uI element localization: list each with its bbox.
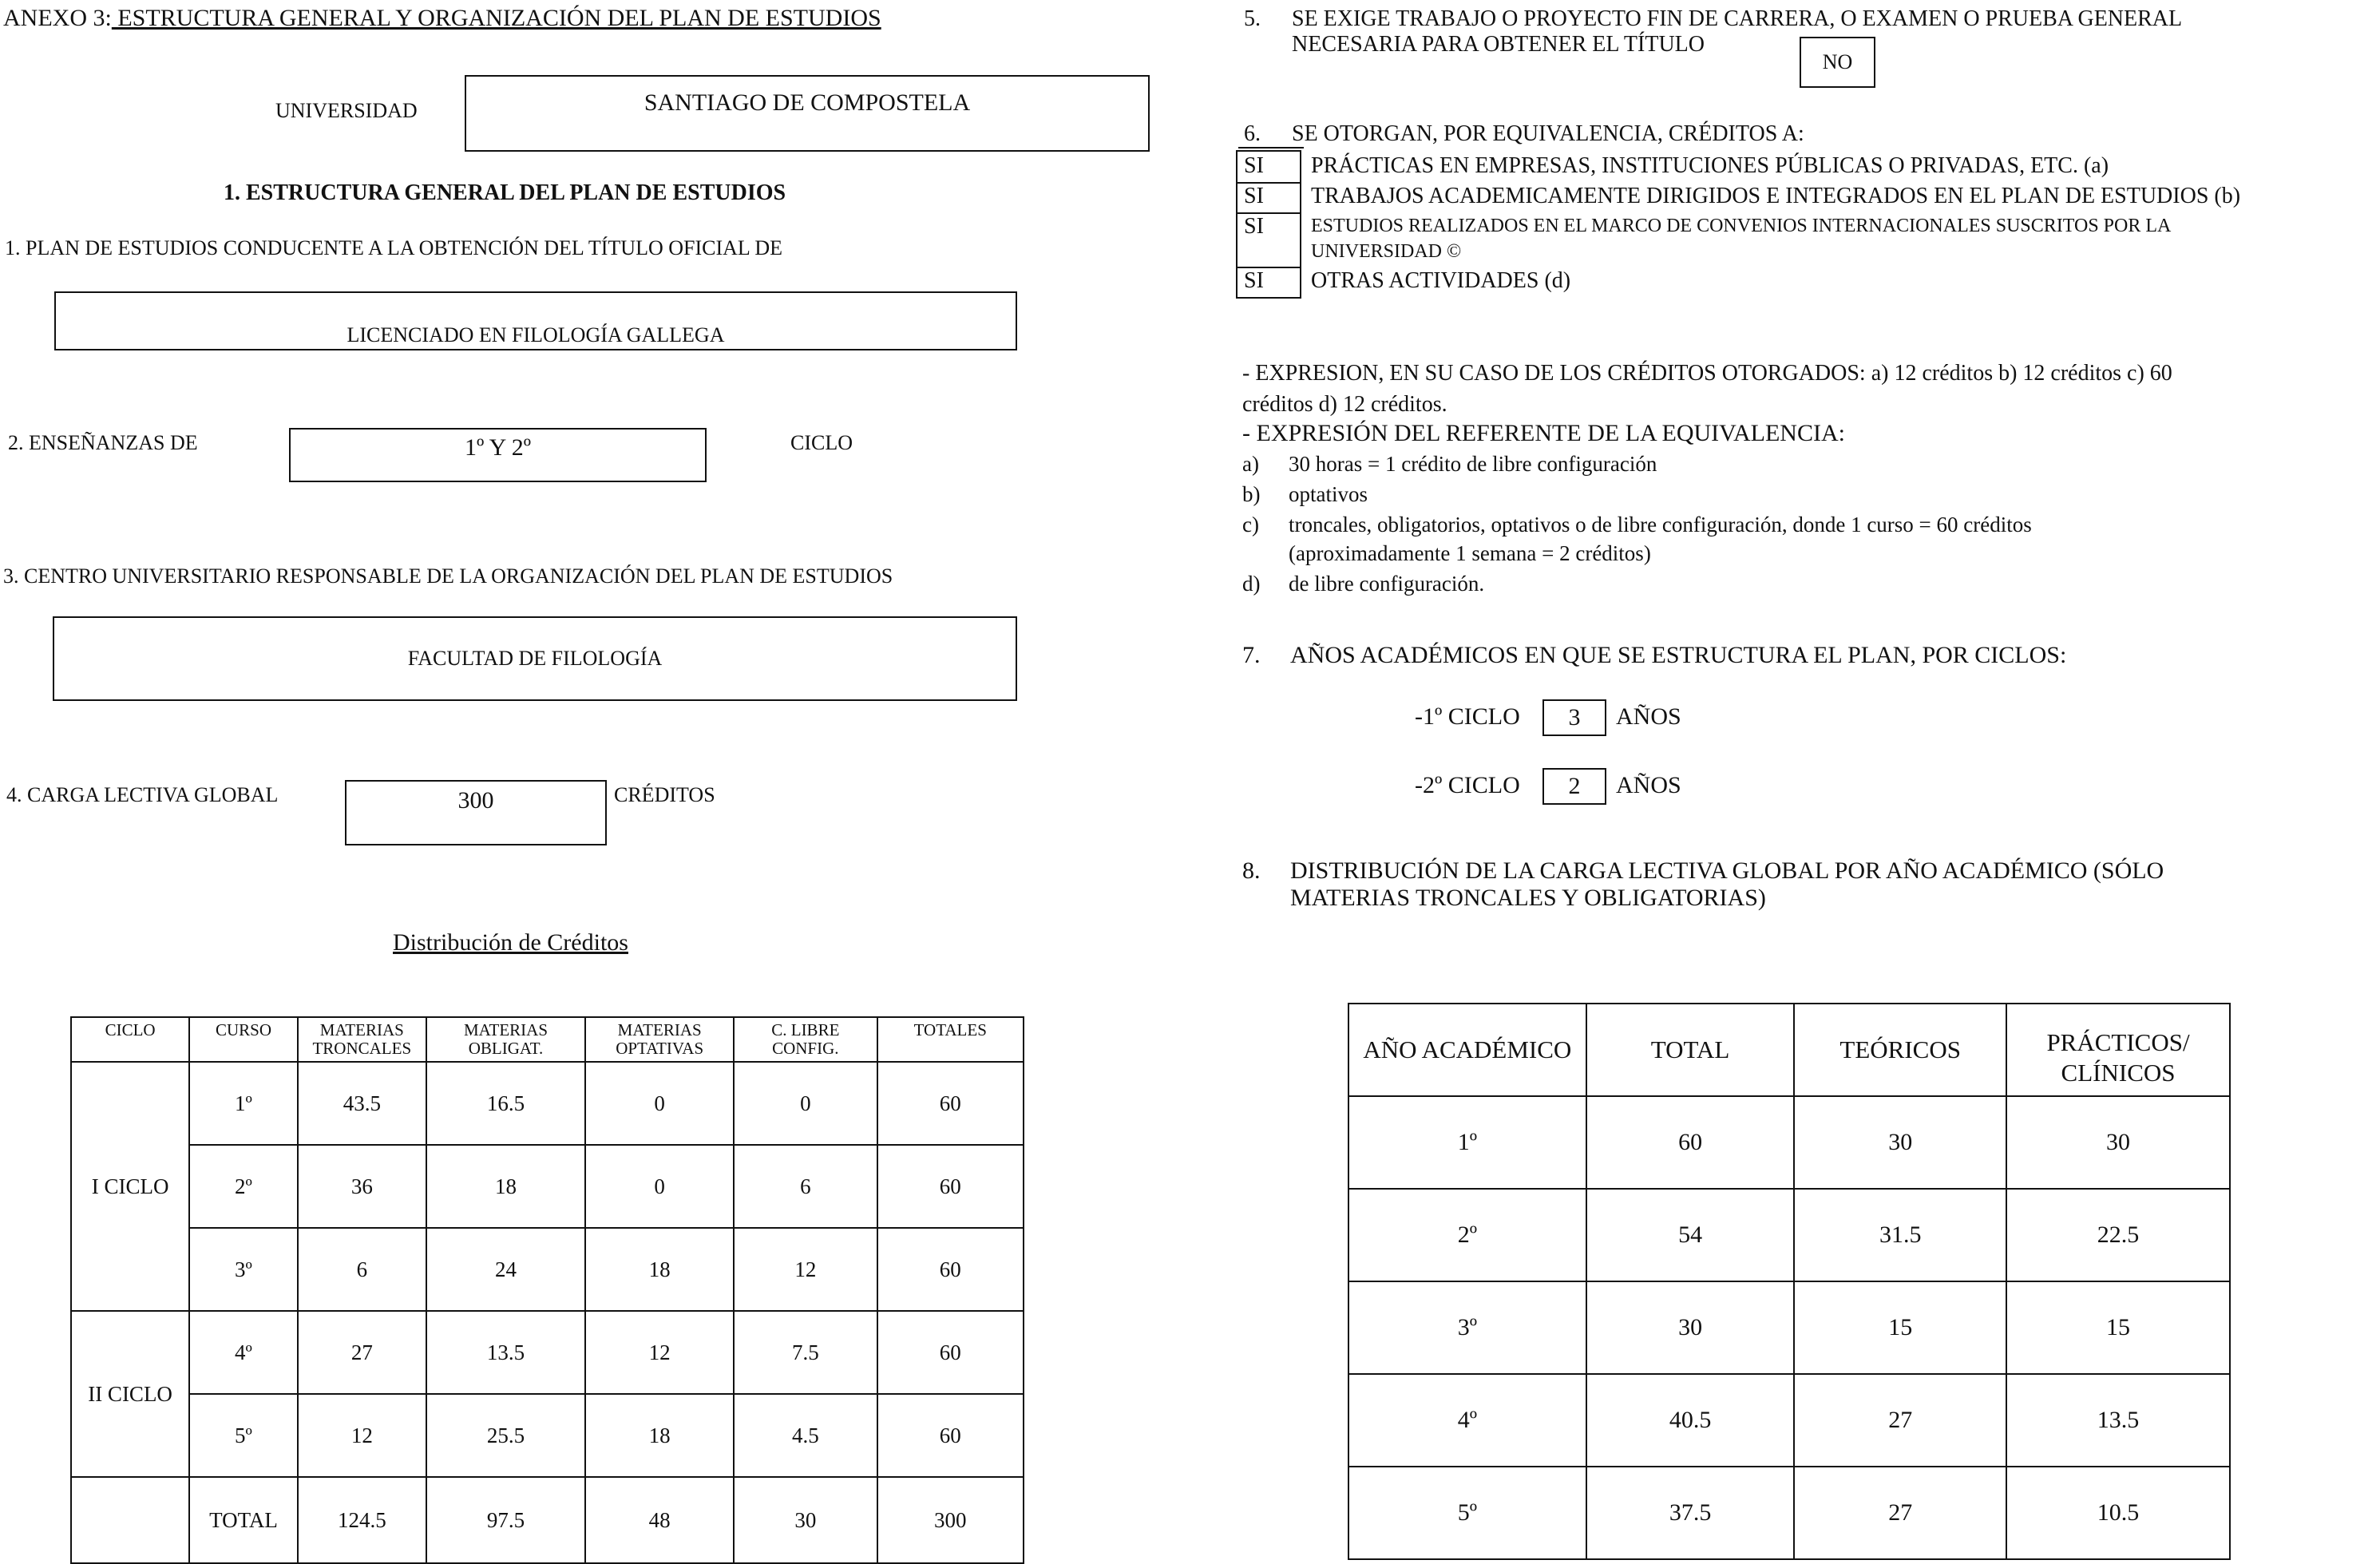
item6-number: 6.	[1244, 121, 1261, 146]
table-cell: 27	[1794, 1467, 2006, 1559]
item5-line2: NECESARIA PARA OBTENER EL TÍTULO	[1292, 32, 1705, 57]
annual-load-table	[1348, 1003, 2231, 1560]
table-cell: 6	[734, 1145, 877, 1228]
credits-line2: créditos d) 12 créditos.	[1242, 392, 1447, 417]
table-total-row	[71, 1477, 1024, 1563]
table-cell: 0	[585, 1062, 734, 1145]
faculty-field	[53, 616, 1017, 701]
item4-label: 4. CARGA LECTIVA GLOBAL	[6, 783, 279, 806]
table-cell: 60	[877, 1062, 1024, 1145]
referent-text: 30 horas = 1 crédito de libre configuración	[1289, 452, 1657, 476]
option-mark: SI	[1244, 153, 1264, 178]
table-cell: 60	[877, 1228, 1024, 1311]
option-text: OTRAS ACTIVIDADES (d)	[1311, 268, 1571, 293]
final-project-value: NO	[1822, 50, 1853, 73]
table-cell: 5º	[189, 1394, 298, 1477]
col-header: PRÁCTICOS/ CLÍNICOS	[2006, 1004, 2230, 1096]
referent-text: de libre configuración.	[1289, 572, 1485, 596]
item7-title: AÑOS ACADÉMICOS EN QUE SE ESTRUCTURA EL PLAN, POR CICLOS:	[1290, 642, 2067, 668]
table-row	[71, 1228, 1024, 1311]
col-header: TOTAL	[1586, 1004, 1795, 1096]
table-cell: 37.5	[1586, 1467, 1795, 1559]
table-cell: 12	[585, 1311, 734, 1394]
annex-prefix: ANEXO 3:	[3, 5, 112, 31]
degree-title-value: LICENCIADO EN FILOLOGÍA GALLEGA	[347, 323, 725, 346]
referent-text: optativos	[1289, 482, 1368, 506]
cycle2-unit: AÑOS	[1616, 772, 1681, 798]
global-load-suffix: CRÉDITOS	[614, 783, 715, 806]
referent-letter: c)	[1242, 513, 1259, 537]
table-row	[1348, 1467, 2230, 1559]
cycle2-years-value: 2	[1568, 773, 1581, 799]
table-cell: 40.5	[1586, 1374, 1795, 1467]
table-cell: 60	[877, 1145, 1024, 1228]
table-cell: 36	[298, 1145, 426, 1228]
cycle1-years-value: 3	[1568, 704, 1581, 731]
referent-letter: b)	[1242, 482, 1261, 506]
referent-title: - EXPRESIÓN DEL REFERENTE DE LA EQUIVALENCIA:	[1242, 420, 1845, 446]
option-text: PRÁCTICAS EN EMPRESAS, INSTITUCIONES PÚBLICAS O PRIVADAS, ETC. (a)	[1311, 153, 2109, 178]
table-cell: 5º	[1348, 1467, 1586, 1559]
cycle1-label: -1º CICLO	[1415, 703, 1520, 730]
table-cell: 31.5	[1794, 1189, 2006, 1281]
table-cell: 3º	[189, 1228, 298, 1311]
cycle2-years-field	[1542, 768, 1606, 805]
table-cell: 12	[298, 1394, 426, 1477]
table-row	[1348, 1189, 2230, 1281]
annex-title: ESTRUCTURA GENERAL Y ORGANIZACIÓN DEL PLAN DE ESTUDIOS	[111, 5, 881, 31]
table-cell: 30	[1794, 1096, 2006, 1189]
table-cell: 4º	[1348, 1374, 1586, 1467]
table-cell: 4º	[189, 1311, 298, 1394]
table-cell: 13.5	[2006, 1374, 2230, 1467]
option-text-cont: UNIVERSIDAD ©	[1311, 241, 1462, 262]
table-cell: 22.5	[2006, 1189, 2230, 1281]
section1-title: 1. ESTRUCTURA GENERAL DEL PLAN DE ESTUDIOS	[224, 180, 786, 205]
col-header: C. LIBRE CONFIG.	[734, 1017, 877, 1062]
col-header: MATERIAS TRONCALES	[298, 1017, 426, 1062]
option-text: ESTUDIOS REALIZADOS EN EL MARCO DE CONVENIOS INTERNACIONALES SUSCRITOS POR LA	[1311, 216, 2172, 236]
table-row	[71, 1311, 1024, 1394]
table-cell: 1º	[189, 1062, 298, 1145]
col-header: TOTALES	[877, 1017, 1024, 1062]
table-cell: 27	[298, 1311, 426, 1394]
table-cell: 1º	[1348, 1096, 1586, 1189]
table-cell: 3º	[1348, 1281, 1586, 1374]
table-cell: 54	[1586, 1189, 1795, 1281]
faculty-value: FACULTAD DE FILOLOGÍA	[407, 647, 663, 670]
table-cell: 24	[426, 1228, 585, 1311]
option-mark: SI	[1244, 214, 1264, 239]
cycle-cell: I CICLO	[71, 1062, 189, 1311]
table-header-row	[1348, 1004, 2230, 1096]
table-cell: 6	[298, 1228, 426, 1311]
table-cell: 0	[734, 1062, 877, 1145]
item5-number: 5.	[1244, 6, 1261, 31]
referent-text-cont: (aproximadamente 1 semana = 2 créditos)	[1289, 541, 1651, 565]
cycles-field	[289, 428, 707, 482]
item5-line1: SE EXIGE TRABAJO O PROYECTO FIN DE CARRERA, O EXAMEN O PRUEBA GENERAL	[1292, 6, 2183, 31]
table-cell: 25.5	[426, 1394, 585, 1477]
referent-letter: a)	[1242, 452, 1259, 476]
cycle1-years-field	[1542, 699, 1606, 736]
final-project-field	[1800, 37, 1875, 88]
col-header: TEÓRICOS	[1794, 1004, 2006, 1096]
table-row	[71, 1145, 1024, 1228]
cycles-suffix: CICLO	[790, 431, 853, 454]
global-load-value: 300	[457, 787, 494, 814]
item8-line1: DISTRIBUCIÓN DE LA CARGA LECTIVA GLOBAL POR AÑO ACADÉMICO (SÓLO	[1290, 857, 2164, 884]
table-cell: TOTAL	[189, 1477, 298, 1563]
item2-label: 2. ENSEÑANZAS DE	[8, 431, 198, 454]
university-label: UNIVERSIDAD	[275, 99, 418, 122]
table-cell: 15	[1794, 1281, 2006, 1374]
university-value: SANTIAGO DE COMPOSTELA	[644, 89, 971, 116]
table-cell-empty	[71, 1477, 189, 1563]
col-header: MATERIAS OPTATIVAS	[585, 1017, 734, 1062]
table-cell: 0	[585, 1145, 734, 1228]
table-cell: 7.5	[734, 1311, 877, 1394]
table-cell: 12	[734, 1228, 877, 1311]
table-cell: 2º	[1348, 1189, 1586, 1281]
table-header-row	[71, 1017, 1024, 1062]
cycle-cell: II CICLO	[71, 1311, 189, 1477]
table-cell: 124.5	[298, 1477, 426, 1563]
table-cell: 60	[877, 1394, 1024, 1477]
cycles-value: 1º Y 2º	[464, 434, 532, 461]
table-cell: 30	[1586, 1281, 1795, 1374]
option-text: TRABAJOS ACADEMICAMENTE DIRIGIDOS E INTEGRADOS EN EL PLAN DE ESTUDIOS (b)	[1311, 184, 2241, 208]
table-row	[1348, 1374, 2230, 1467]
table-cell: 16.5	[426, 1062, 585, 1145]
table-cell: 4.5	[734, 1394, 877, 1477]
table-cell: 60	[1586, 1096, 1795, 1189]
table-cell: 18	[585, 1228, 734, 1311]
table-cell: 10.5	[2006, 1467, 2230, 1559]
table-row	[71, 1062, 1024, 1145]
item6-title: SE OTORGAN, POR EQUIVALENCIA, CRÉDITOS A:	[1292, 121, 1804, 146]
table-cell: 13.5	[426, 1311, 585, 1394]
item3-label: 3. CENTRO UNIVERSITARIO RESPONSABLE DE LA ORGANIZACIÓN DEL PLAN DE ESTUDIOS	[3, 564, 893, 588]
option-mark: SI	[1244, 184, 1264, 208]
table-cell: 97.5	[426, 1477, 585, 1563]
referent-text: troncales, obligatorios, optativos o de libre configuración, donde 1 curso = 60 créditos	[1289, 513, 2032, 537]
table-cell: 27	[1794, 1374, 2006, 1467]
cycle1-unit: AÑOS	[1616, 703, 1681, 730]
col-header: MATERIAS OBLIGAT.	[426, 1017, 585, 1062]
credits-line1: - EXPRESION, EN SU CASO DE LOS CRÉDITOS OTORGADOS: a) 12 créditos b) 12 créditos c) 60	[1242, 361, 2172, 386]
col-header: CICLO	[71, 1017, 189, 1062]
table-row	[71, 1394, 1024, 1477]
col-header: AÑO ACADÉMICO	[1348, 1004, 1586, 1096]
table-cell: 48	[585, 1477, 734, 1563]
item1-label: 1. PLAN DE ESTUDIOS CONDUCENTE A LA OBTENCIÓN DEL TÍTULO OFICIAL DE	[5, 236, 782, 259]
degree-title-field	[54, 291, 1017, 350]
cycle2-label: -2º CICLO	[1415, 772, 1520, 798]
table-row	[1348, 1281, 2230, 1374]
option-mark: SI	[1244, 268, 1264, 293]
table-cell: 30	[734, 1477, 877, 1563]
table-cell: 18	[585, 1394, 734, 1477]
table-cell: 60	[877, 1311, 1024, 1394]
table-cell: 15	[2006, 1281, 2230, 1374]
credit-distribution-table	[70, 1016, 1024, 1564]
item8-number: 8.	[1242, 857, 1261, 884]
table-cell: 18	[426, 1145, 585, 1228]
university-field	[465, 75, 1150, 152]
distribution-title: Distribución de Créditos	[393, 929, 628, 956]
table-cell: 300	[877, 1477, 1024, 1563]
table-cell: 30	[2006, 1096, 2230, 1189]
annex-heading	[3, 5, 881, 32]
global-load-field	[345, 780, 607, 845]
referent-letter: d)	[1242, 572, 1261, 596]
col-header: CURSO	[189, 1017, 298, 1062]
item7-number: 7.	[1242, 642, 1261, 668]
item8-line2: MATERIAS TRONCALES Y OBLIGATORIAS)	[1290, 885, 1766, 911]
table-cell: 43.5	[298, 1062, 426, 1145]
table-cell: 2º	[189, 1145, 298, 1228]
table-row	[1348, 1096, 2230, 1189]
